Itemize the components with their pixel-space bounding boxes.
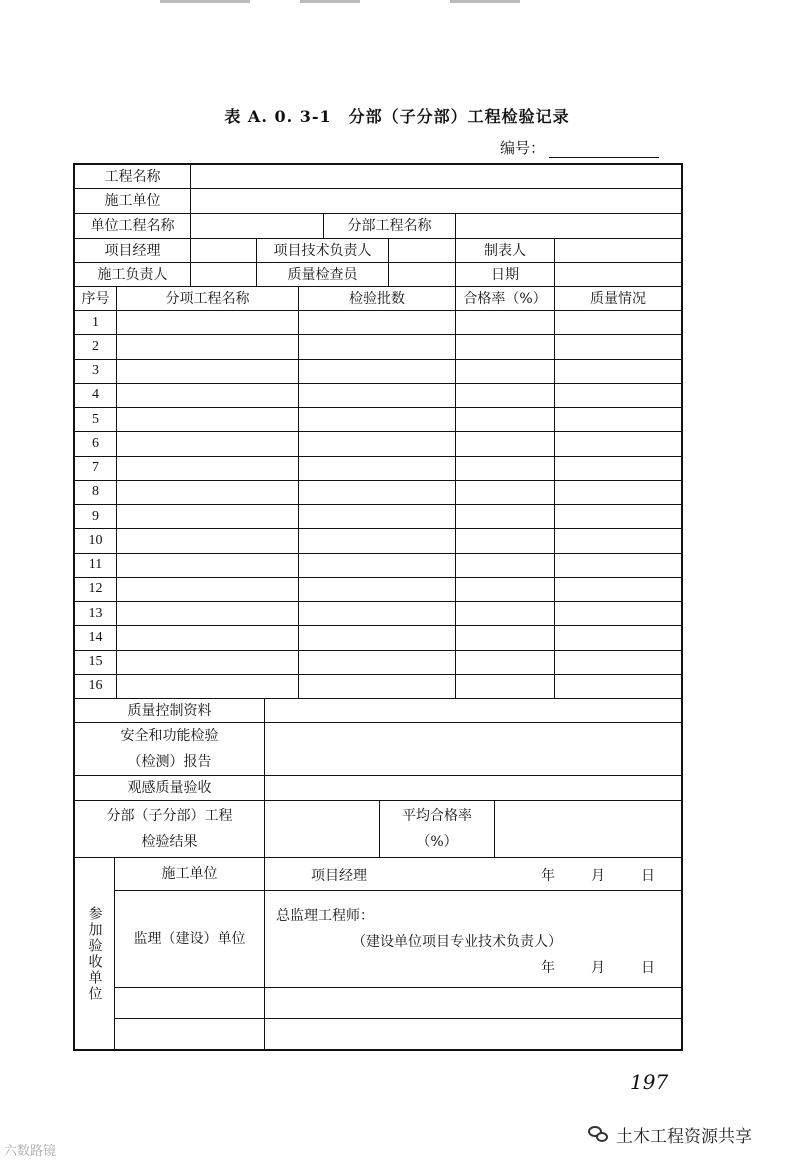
table-cell[interactable] (555, 457, 681, 481)
table-cell[interactable] (117, 651, 299, 675)
table-cell[interactable] (456, 457, 555, 481)
table-cell[interactable] (555, 675, 681, 699)
safety-check-line1: 安全和功能检验 (120, 728, 219, 744)
row-number: 3 (75, 360, 117, 384)
owner-lead-label: （建设单位项目专业技术负责人） (352, 934, 562, 950)
table-cell[interactable] (555, 529, 681, 553)
quality-control-docs-field[interactable] (265, 699, 681, 723)
table-cell[interactable] (299, 505, 456, 529)
construction-sign-day: 日 (641, 868, 655, 884)
table-cell[interactable] (117, 432, 299, 456)
table-cell[interactable] (117, 335, 299, 359)
row-number: 10 (75, 529, 117, 553)
table-cell[interactable] (299, 529, 456, 553)
table-cell[interactable] (299, 626, 456, 650)
result-line1: 分部（子分部）工程 (106, 808, 233, 824)
table-cell[interactable] (299, 432, 456, 456)
table-cell[interactable] (456, 481, 555, 505)
watermark-corner: 六数路镜 (4, 1144, 57, 1159)
construction-sign-month: 月 (591, 868, 605, 884)
extra-unit-label[interactable] (115, 988, 265, 1019)
tabulator-label: 制表人 (456, 239, 555, 263)
table-cell[interactable] (456, 529, 555, 553)
table-cell[interactable] (299, 602, 456, 626)
table-cell[interactable] (456, 578, 555, 602)
table-cell[interactable] (299, 384, 456, 408)
safety-check-line2: （检测）报告 (127, 754, 212, 770)
table-cell[interactable] (456, 432, 555, 456)
table-cell[interactable] (299, 675, 456, 699)
chief-engineer-label: 总监理工程师： (276, 908, 374, 924)
row-number: 7 (75, 457, 117, 481)
supervision-unit-label: 监理（建设）单位 (115, 891, 265, 988)
appearance-check-field[interactable] (265, 776, 681, 801)
supervision-sign-day: 日 (641, 960, 655, 976)
watermark-brand-text: 土木工程资源共享 (616, 1127, 752, 1147)
construction-lead-field[interactable] (191, 263, 257, 287)
table-cell[interactable] (456, 384, 555, 408)
average-rate-field[interactable] (495, 801, 681, 858)
quality-inspector-field[interactable] (389, 263, 456, 287)
table-cell[interactable] (555, 651, 681, 675)
table-cell[interactable] (299, 408, 456, 432)
table-cell[interactable] (117, 408, 299, 432)
table-cell[interactable] (117, 626, 299, 650)
safety-check-label (75, 723, 265, 776)
row-number: 9 (75, 505, 117, 529)
column-header: 检验批数 (299, 287, 456, 311)
table-cell[interactable] (555, 360, 681, 384)
technical-lead-field[interactable] (389, 239, 456, 263)
tabulator-field[interactable] (555, 239, 681, 263)
column-header: 质量情况 (555, 287, 681, 311)
extra-unit-field[interactable] (265, 988, 681, 1019)
average-rate-line2: （%） (416, 834, 458, 850)
row-number: 15 (75, 651, 117, 675)
row-number: 6 (75, 432, 117, 456)
table-cell[interactable] (117, 602, 299, 626)
average-rate-line1: 平均合格率 (402, 808, 472, 824)
inspection-form (73, 163, 683, 1051)
technical-lead-label: 项目技术负责人 (257, 239, 389, 263)
supervision-sign-year: 年 (541, 960, 555, 976)
table-cell[interactable] (299, 481, 456, 505)
table-cell[interactable] (299, 554, 456, 578)
acceptance-group-label (75, 858, 115, 1049)
table-cell[interactable] (117, 457, 299, 481)
division-project-name-label: 分部工程名称 (324, 214, 456, 239)
extra-unit-label[interactable] (115, 1019, 265, 1049)
table-cell[interactable] (555, 626, 681, 650)
safety-check-field[interactable] (265, 723, 681, 776)
row-number: 5 (75, 408, 117, 432)
appearance-check-label: 观感质量验收 (75, 776, 265, 801)
table-cell[interactable] (555, 554, 681, 578)
project-name-field[interactable] (191, 165, 681, 189)
row-number: 2 (75, 335, 117, 359)
project-name-label: 工程名称 (75, 165, 191, 189)
table-cell[interactable] (555, 335, 681, 359)
table-cell[interactable] (555, 481, 681, 505)
table-cell[interactable] (555, 408, 681, 432)
row-number: 12 (75, 578, 117, 602)
table-cell[interactable] (456, 602, 555, 626)
table-cell[interactable] (456, 360, 555, 384)
table-cell[interactable] (117, 311, 299, 335)
project-manager-field[interactable] (191, 239, 257, 263)
date-field[interactable] (555, 263, 681, 287)
row-number: 8 (75, 481, 117, 505)
table-cell[interactable] (299, 651, 456, 675)
row-number: 1 (75, 311, 117, 335)
table-cell[interactable] (456, 626, 555, 650)
form-number-field[interactable] (549, 143, 659, 158)
table-cell[interactable] (456, 505, 555, 529)
extra-unit-field[interactable] (265, 1019, 681, 1049)
table-cell[interactable] (456, 408, 555, 432)
row-number: 4 (75, 384, 117, 408)
result-field[interactable] (265, 801, 380, 858)
construction-sign-year: 年 (541, 868, 555, 884)
construction-unit-label: 施工单位 (75, 189, 191, 214)
page-number: 197 (630, 1070, 669, 1094)
table-cell[interactable] (456, 675, 555, 699)
table-cell[interactable] (117, 554, 299, 578)
quality-inspector-label: 质量检查员 (257, 263, 389, 287)
table-cell[interactable] (555, 311, 681, 335)
unit-project-name-field[interactable] (191, 214, 324, 239)
average-rate-label (380, 801, 495, 858)
construction-unit-field[interactable] (191, 189, 681, 214)
result-line2: 检验结果 (141, 834, 198, 850)
table-cell[interactable] (117, 529, 299, 553)
table-cell[interactable] (456, 311, 555, 335)
construction-lead-label: 施工负责人 (75, 263, 191, 287)
row-number: 16 (75, 675, 117, 699)
table-cell[interactable] (117, 481, 299, 505)
table-cell[interactable] (555, 505, 681, 529)
table-cell[interactable] (299, 578, 456, 602)
form-number-label: 编号： (500, 139, 546, 157)
form-number (500, 137, 659, 158)
table-cell[interactable] (299, 311, 456, 335)
table-cell[interactable] (299, 335, 456, 359)
watermark-brand (588, 1122, 752, 1147)
table-cell[interactable] (555, 578, 681, 602)
wechat-icon (588, 1126, 610, 1144)
unit-project-name-label: 单位工程名称 (75, 214, 191, 239)
table-cell[interactable] (299, 457, 456, 481)
supervision-sign-month: 月 (591, 960, 605, 976)
acceptance-construction-unit-label: 施工单位 (115, 858, 265, 891)
acceptance-group-text: 参加验收单位 (86, 905, 103, 1002)
table-cell[interactable] (299, 360, 456, 384)
column-header: 合格率（%） (456, 287, 555, 311)
table-cell[interactable] (555, 384, 681, 408)
table-cell[interactable] (555, 602, 681, 626)
acceptance-project-manager-label: 项目经理 (311, 868, 367, 884)
table-cell[interactable] (117, 675, 299, 699)
table-cell[interactable] (555, 432, 681, 456)
project-manager-label: 项目经理 (75, 239, 191, 263)
date-label: 日期 (456, 263, 555, 287)
quality-control-docs-label: 质量控制资料 (75, 699, 265, 723)
top-scan-marks (0, 0, 794, 6)
result-label (75, 801, 265, 858)
table-cell[interactable] (456, 335, 555, 359)
table-cell[interactable] (117, 578, 299, 602)
column-header: 分项工程名称 (117, 287, 299, 311)
table-cell[interactable] (456, 554, 555, 578)
page-title: 表 A. 0. 3-1 分部（子分部）工程检验记录 (224, 107, 570, 126)
table-cell[interactable] (117, 360, 299, 384)
division-project-name-field[interactable] (456, 214, 681, 239)
table-cell[interactable] (456, 651, 555, 675)
row-number: 13 (75, 602, 117, 626)
table-cell[interactable] (117, 505, 299, 529)
row-number: 14 (75, 626, 117, 650)
table-cell[interactable] (117, 384, 299, 408)
column-header: 序号 (75, 287, 117, 311)
row-number: 11 (75, 554, 117, 578)
